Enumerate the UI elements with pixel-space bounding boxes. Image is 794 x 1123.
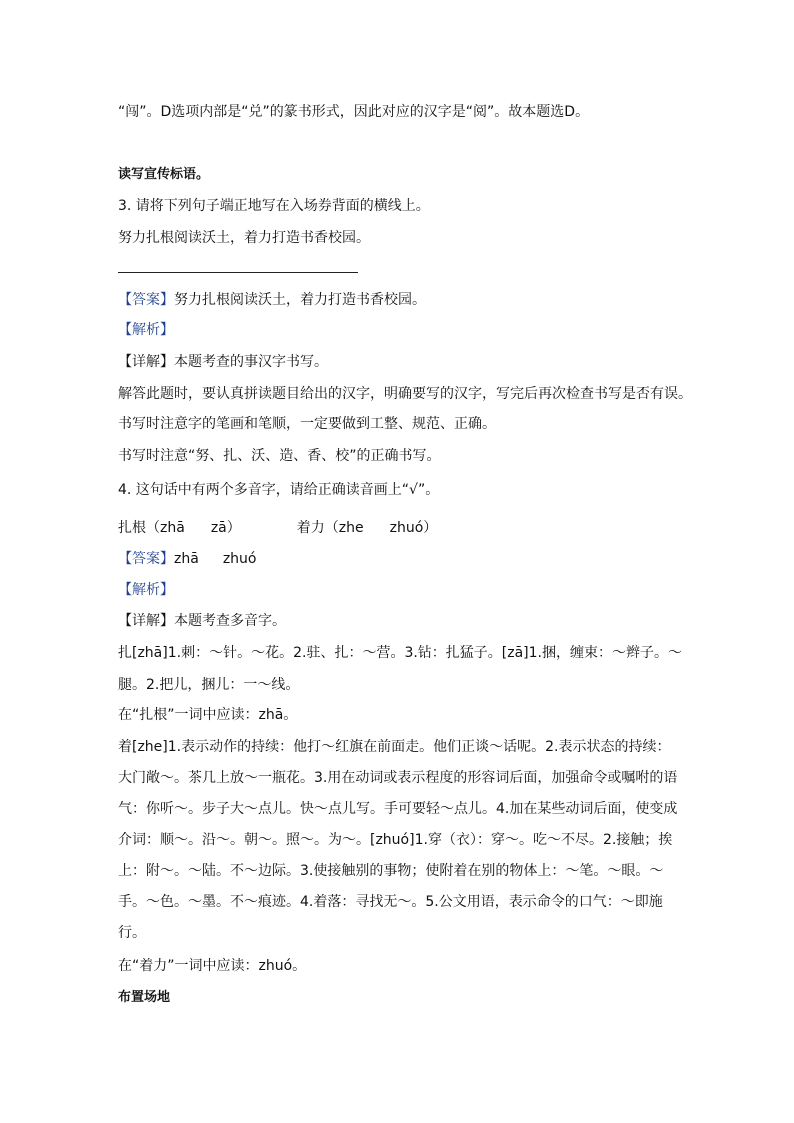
option-zhagen-b: zā） [210, 520, 241, 536]
answer-line [118, 549, 256, 569]
answer-blank-line [118, 272, 358, 273]
detail-line [118, 352, 328, 372]
text-line: 扎[zhā]1.刺：～针。～花。2.驻、扎：～营。3.钻：扎猛子。[zā]1.捆，缠束：～辫子。～ [118, 645, 683, 661]
answer-tag: 【答案】 [118, 292, 174, 308]
pinyin-options [118, 518, 437, 538]
text-line: 解答此题时，要认真拼读题目给出的汉字，明确要写的汉字，写完后再次检查书写是否有误。 [118, 386, 692, 402]
answer-pinyin-1: zhā [174, 551, 199, 567]
detail-line [118, 611, 286, 631]
detail-tag: 【详解】 [118, 354, 174, 370]
text-line: 行。 [118, 925, 146, 941]
text-line: 着[zhe]1.表示动作的持续：他打～红旗在前面走。他们正谈～话呢。2.表示状态的持续： [118, 739, 671, 755]
detail-text: 本题考查多音字。 [174, 613, 286, 629]
text-line: 书写时注意字的笔画和笔顺，一定要做到工整、规范、正确。 [118, 416, 496, 432]
answer-line [118, 290, 426, 310]
question-3: 3. 请将下列句子端正地写在入场券背面的横线上。 [118, 198, 430, 214]
answer-tag: 【答案】 [118, 551, 174, 567]
text-line: 气：你听～。步子大～点儿。快～点儿写。手可要轻～点儿。4.加在某些动词后面，使变成 [118, 801, 678, 817]
text-line: 书写时注意“努、扎、沃、造、香、校”的正确书写。 [118, 448, 441, 464]
answer-pinyin-2: zhuó [222, 551, 257, 567]
section-heading: 读写宣传标语。 [118, 167, 210, 182]
text-line: 在“扎根”一词中应读：zhā。 [118, 707, 298, 723]
text-line: 大门敞～。茶几上放～一瓶花。3.用在动词或表示程度的形容词后面，加强命令或嘱咐的语 [118, 770, 678, 786]
option-zhuoli-a: 着力（zhe [296, 520, 364, 536]
text-line: 上：附～。～陆。不～边际。3.使接触别的事物；使附着在别的物体上：～笔。～眼。～ [118, 863, 664, 879]
section-heading: 布置场地 [118, 990, 171, 1005]
option-zhagen-a: 扎根（zhā [118, 520, 185, 536]
answer-text: 努力扎根阅读沃土，着力打造书香校园。 [174, 292, 426, 308]
text-line: 在“着力”一词中应读：zhuó。 [118, 958, 307, 974]
analysis-tag: 【解析】 [118, 582, 174, 598]
detail-text: 本题考查的事汉字书写。 [174, 354, 328, 370]
text-line: 手。～色。～墨。不～痕迹。4.着落：寻找无～。5.公文用语，表示命令的口气：～即施 [118, 894, 663, 910]
text-line: 介词：顺～。沿～。朝～。照～。为～。[zhuó]1.穿（衣）：穿～。吃～不尽。2.接触；挨 [118, 832, 673, 848]
sentence-to-copy: 努力扎根阅读沃土，着力打造书香校园。 [118, 230, 370, 246]
analysis-tag: 【解析】 [118, 322, 174, 338]
text-line: 腿。2.把儿，捆儿：一～线。 [118, 677, 300, 693]
text-line: “闯”。D选项内部是“兑”的篆书形式，因此对应的汉字是“阅”。故本题选D。 [118, 104, 590, 120]
detail-tag: 【详解】 [118, 613, 174, 629]
question-4: 4. 这句话中有两个多音字，请给正确读音画上“√”。 [118, 482, 440, 498]
option-zhuoli-b: zhuó） [389, 520, 438, 536]
